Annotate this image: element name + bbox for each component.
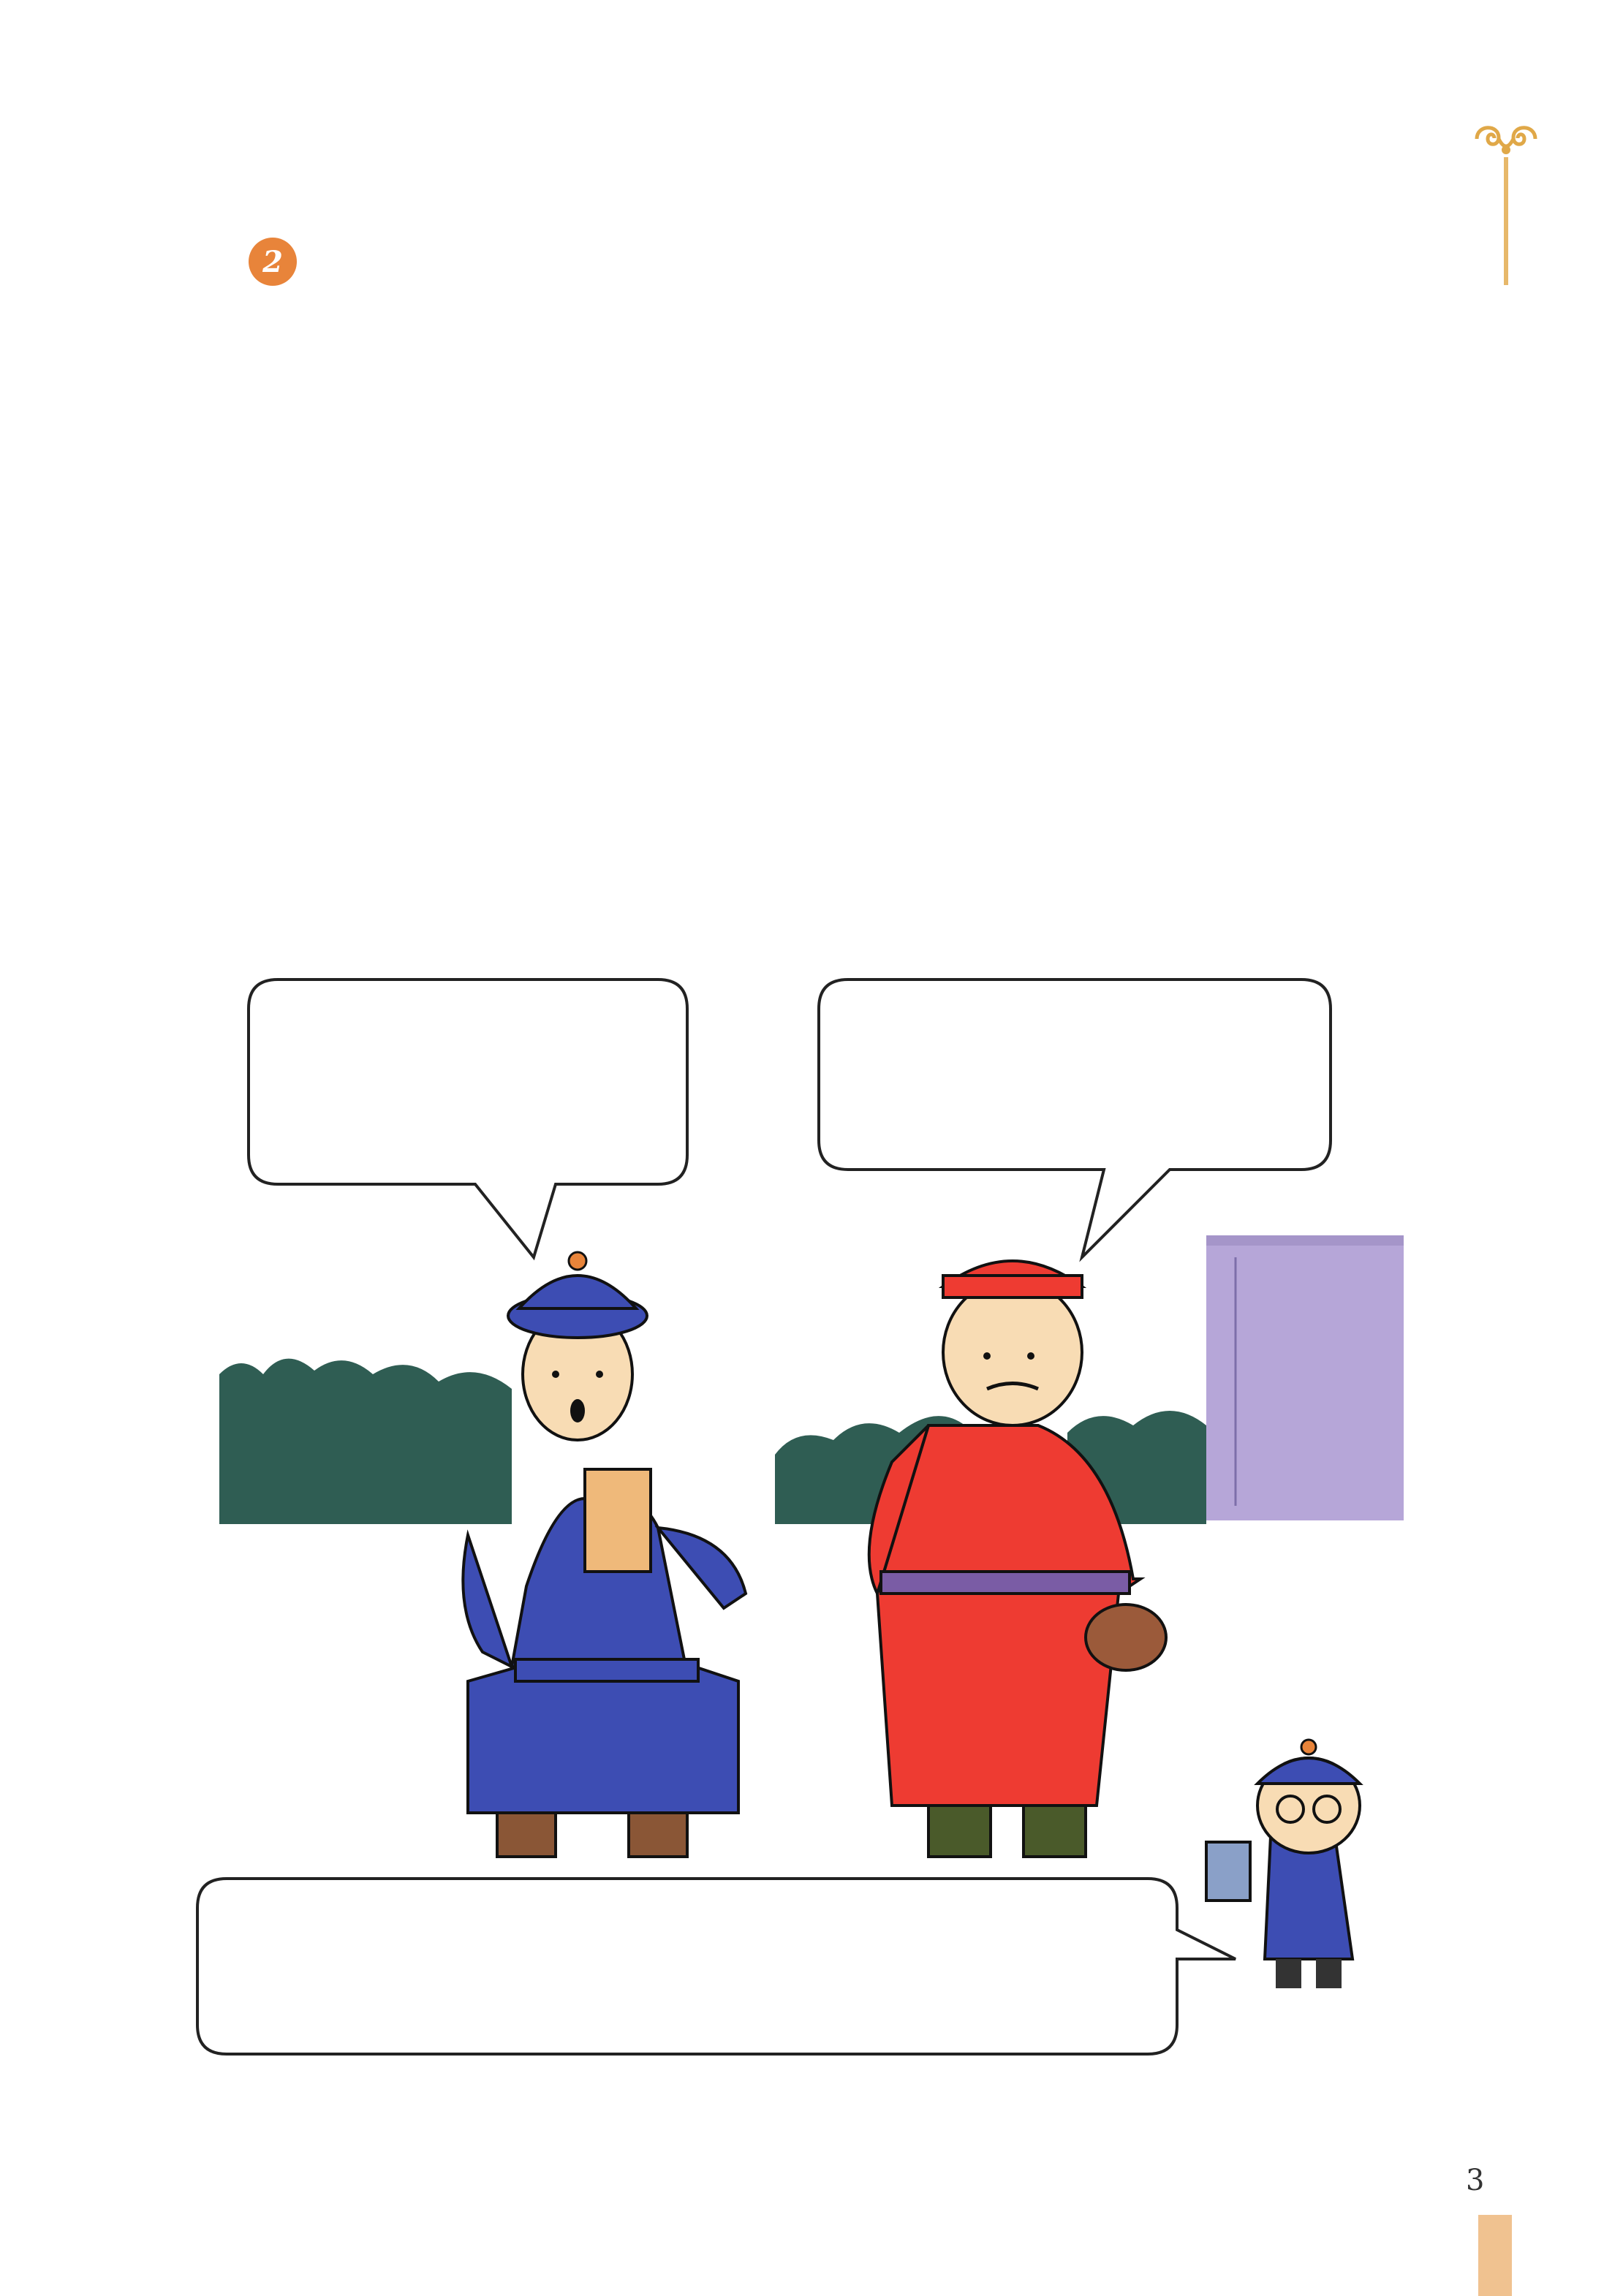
page-edge-tab — [1478, 2215, 1512, 2296]
bubble-text-top-right — [877, 994, 1301, 1155]
section-number-badge: 2 — [249, 238, 297, 286]
bubble-text-bottom — [278, 1893, 1155, 2039]
man-red-robe — [869, 1261, 1166, 1857]
boy-with-glasses — [1206, 1740, 1360, 1988]
page-number: 3 — [1466, 2164, 1485, 2197]
man-blue-robe — [463, 1252, 746, 1857]
bubble-text-top-left — [307, 994, 658, 1162]
